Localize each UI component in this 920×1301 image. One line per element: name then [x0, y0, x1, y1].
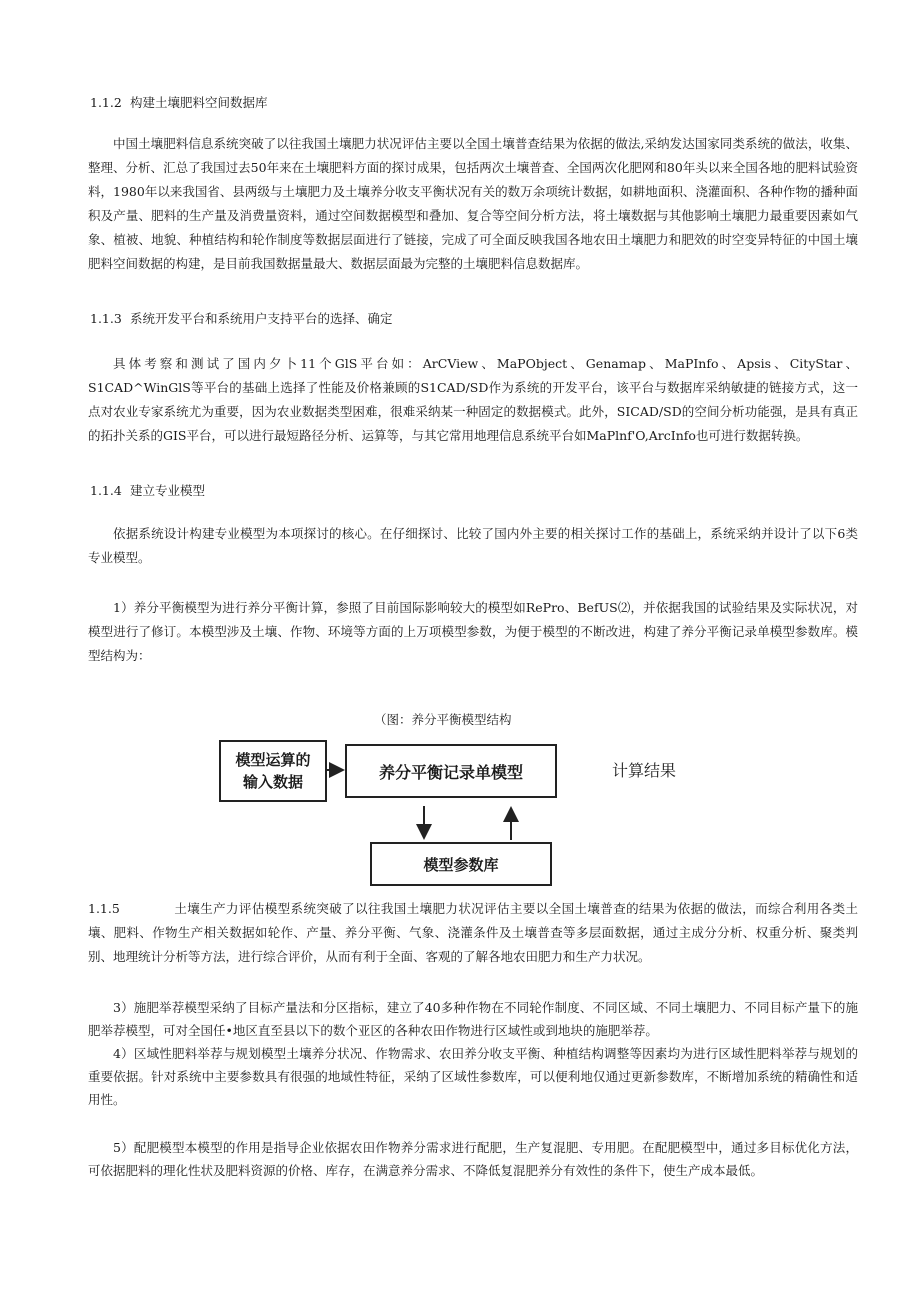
section-title: 建立专业模型 [130, 483, 206, 498]
section-heading-1-1-2 [90, 94, 268, 112]
section-number: 1.1.5 [88, 901, 120, 916]
section-number: 1.1.4 [90, 483, 122, 498]
section-number: 1.1.3 [90, 311, 122, 326]
paragraph-1-1-5 [88, 897, 858, 969]
paragraph-model-5: 5）配肥模型本模型的作用是指导企业依据农田作物养分需求进行配肥，生产复混肥、专用肥。在配肥模型中，通过多目标优化方法，可依据肥料的理化性状及肥料资源的价格、库存，在满意养分需求、不降低复混肥养分有效性的条件下，使生产成本最低。 [88, 1140, 858, 1178]
paragraph-model-1: 1）养分平衡模型为进行养分平衡计算，参照了目前国际影响较大的模型如RePro、BefUS⑵，并依据我国的试验结果及实际状况，对模型进行了修订。本模型涉及土壤、作物、环境等方面的上万项模型参数，为便于模型的不断改进，构建了养分平衡记录单模型参数库。模型结构为： [88, 600, 858, 663]
diagram-arrows [215, 736, 575, 896]
parameter-library-box: 模型参数库 [370, 842, 552, 886]
paragraph-1-1-3: 具体考察和测试了国内夕卜11个GlS平台如：ArCView、MaPObject、Genamap、MaPInfo、Apsis、CityStar、S1CAD^WinGlS等平台的基础上选择了性能及价格兼顾的S1CAD/SD作为系统的开发平台，该平台与数据库采纳敏捷的链接方式，这一点对农业专家系统尤为重要，因为农业数据类型困难，很难采纳某一种固定的数据模式。此外，SICAD/SD的空间分析功能强，是具有真正的拓扑关系的GIS平台，可以进行最短路径分析、运算等，与其它常用地理信息系统平台如MaPlnf'O,ArcInfo也可进行数据转换。 [88, 356, 858, 443]
section-heading-1-1-4 [90, 482, 205, 500]
paragraph-model-4: 4）区域性肥料举荐与规划模型土壤养分状况、作物需求、农田养分收支平衡、种植结构调整等因素均为进行区域性肥料举荐与规划的重要依据。针对系统中主要参数具有很强的地域性特征，采纳了区域性参数库，可以便利地仅通过更新参数库，不断增加系统的精确性和适用性。 [88, 1046, 858, 1107]
record-model-box: 养分平衡记录单模型 [345, 744, 557, 798]
figure-caption: （图：养分平衡模型结构 [374, 712, 512, 727]
paragraph-1-1-4: 依据系统设计构建专业模型为本项探讨的核心。在仔细探讨、比较了国内外主要的相关探讨工作的基础上，系统采纳并设计了以下6类专业模型。 [88, 526, 858, 565]
section-text: 土壤生产力评估模型系统突破了以往我国土壤肥力状况评估主要以全国土壤普查的结果为依据的做法，而综合利用各类土壤、肥料、作物生产相关数据如轮作、产量、养分平衡、气象、浇灌条件及土壤普查等多层面数据，通过主成分分析、权重分析、聚类判别、地理统计分析等方法，进行综合评价，从而有利于全面、客观的了解各地农田肥力和生产力状况。 [88, 901, 858, 964]
section-title: 构建土壤肥料空间数据库 [130, 95, 268, 110]
input-data-box: 模型运算的 输入数据 [219, 740, 327, 802]
calculation-result-label: 计算结果 [612, 761, 677, 780]
section-title: 系统开发平台和系统用户支持平台的选择、确定 [130, 311, 393, 326]
paragraph-1-1-2: 中国土壤肥料信息系统突破了以往我国土壤肥力状况评估主要以全国土壤普查结果为依据的做法,采纳发达国家同类系统的做法，收集、整理、分析、汇总了我国过去50年来在土壤肥料方面的探讨成果，包括两次土壤普查、全国两次化肥网和80年头以来全国各地的肥料试验资料，1980年以来我国省、县两级与土壤肥力及土壤养分收支平衡状况有关的数万余项统计数据，如耕地面积、浇灌面积、各种作物的播种面积及产量、肥料的生产量及消费量资料，通过空间数据模型和叠加、复合等空间分析方法，将土壤数据与其他影响土壤肥力最重要因素如气象、植被、地貌、种植结构和轮作制度等数据层面进行了链接，完成了可全面反映我国各地农田土壤肥力和肥效的时空变异特征的中国土壤肥料空间数据的构建，是目前我国数据量最大、数据层面最为完整的土壤肥料信息数据库。 [88, 136, 858, 271]
paragraph-model-3: 3）施肥举荐模型采纳了目标产量法和分区指标，建立了40多种作物在不同轮作制度、不同区域、不同土壤肥力、不同目标产量下的施肥举荐模型，可对全国任•地区直至县以下的数个亚区的各种农田作物进行区域性或到地块的施肥举荐。 [88, 1000, 858, 1038]
section-number: 1.1.2 [90, 95, 122, 110]
section-heading-1-1-3 [90, 310, 393, 328]
